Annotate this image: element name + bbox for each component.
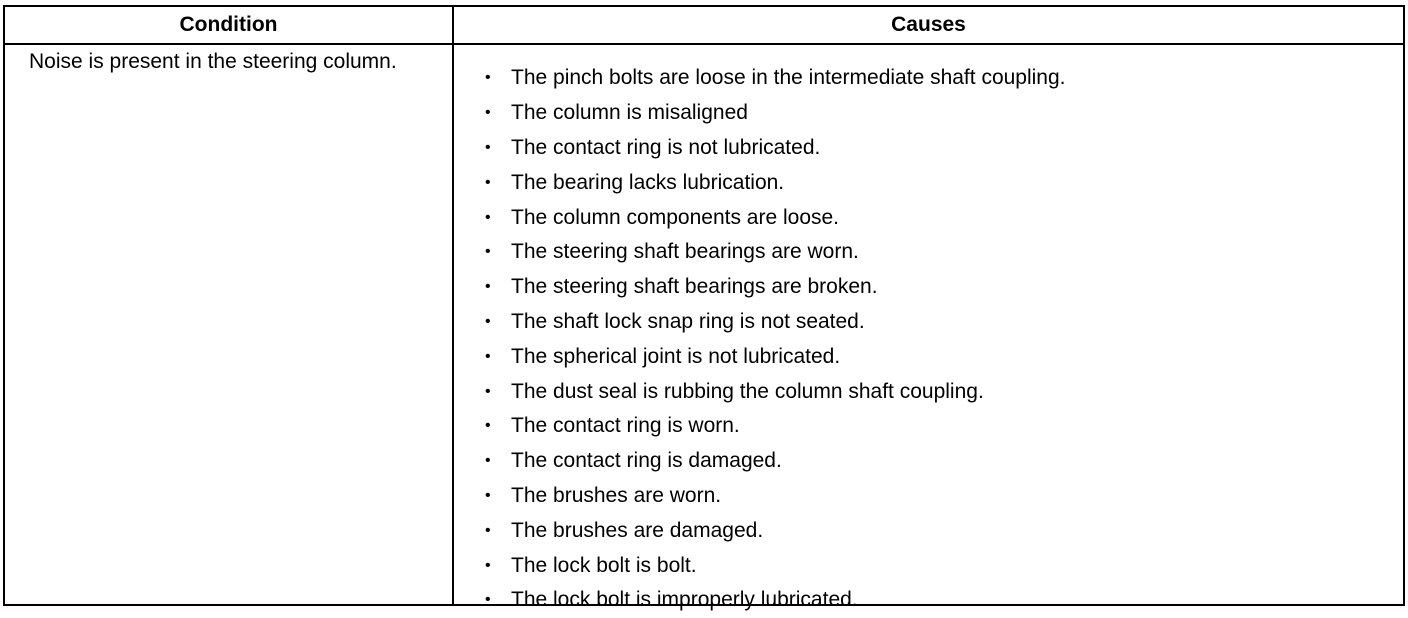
bullet-icon: •: [485, 208, 491, 226]
cause-list-item: [485, 444, 1066, 479]
cause-list-item: [485, 200, 1066, 235]
cause-list-item: [485, 305, 1066, 340]
cause-list-item: [485, 339, 1066, 374]
cause-list-item: [485, 165, 1066, 200]
bullet-icon: •: [485, 382, 491, 400]
bullet-icon: •: [485, 243, 491, 261]
bullet-icon: •: [485, 173, 491, 191]
cause-text: The steering shaft bearings are worn.: [511, 240, 859, 264]
cause-text: The lock bolt is bolt.: [511, 553, 697, 577]
bullet-icon: •: [485, 278, 491, 296]
cause-list-item: [485, 409, 1066, 444]
cause-list-item: [485, 96, 1066, 131]
cause-text: The contact ring is damaged.: [511, 449, 782, 473]
bullet-icon: •: [485, 312, 491, 330]
cause-list-item: [485, 235, 1066, 270]
diagnosis-table: [3, 5, 1405, 612]
cause-text: The spherical joint is not lubricated.: [511, 344, 841, 368]
condition-cell: Noise is present in the steering column.: [29, 50, 397, 73]
bullet-icon: •: [485, 347, 491, 365]
cause-text: The contact ring is not lubricated.: [511, 135, 821, 159]
cause-list-item: [485, 131, 1066, 166]
cause-text: The column components are loose.: [511, 205, 840, 229]
cause-text: The pinch bolts are loose in the intermediate shaft coupling.: [511, 66, 1066, 90]
cause-text: The contact ring is worn.: [511, 414, 740, 438]
cause-text: The bearing lacks lubrication.: [511, 170, 785, 194]
bullet-icon: •: [485, 591, 491, 609]
cause-list-item: [485, 513, 1066, 548]
cause-text: The shaft lock snap ring is not seated.: [511, 309, 865, 333]
bullet-icon: •: [485, 104, 491, 122]
cause-list-item: [485, 583, 1066, 618]
bullet-icon: •: [485, 417, 491, 435]
cause-list-item: [485, 374, 1066, 409]
cause-text: The brushes are damaged.: [511, 518, 764, 542]
cause-text: The dust seal is rubbing the column shaft coupling.: [511, 379, 984, 403]
cause-list-item: [485, 270, 1066, 305]
bullet-icon: •: [485, 138, 491, 156]
bullet-icon: •: [485, 521, 491, 539]
bullet-icon: •: [485, 452, 491, 470]
bullet-icon: •: [485, 486, 491, 504]
cause-list-item: [485, 548, 1066, 583]
cause-list-item: [485, 479, 1066, 514]
bullet-icon: •: [485, 69, 491, 87]
cause-text: The steering shaft bearings are broken.: [511, 275, 878, 299]
header-condition: Condition: [179, 13, 278, 36]
bullet-icon: •: [485, 556, 491, 574]
causes-list: [485, 61, 1066, 618]
cause-text: The column is misaligned: [511, 101, 748, 125]
cause-text: The lock bolt is improperly lubricated.: [511, 588, 858, 612]
cause-text: The brushes are worn.: [511, 483, 722, 507]
cause-list-item: [485, 61, 1066, 96]
header-divider: [5, 43, 1403, 45]
header-causes: Causes: [891, 13, 966, 36]
column-divider: [452, 7, 454, 604]
